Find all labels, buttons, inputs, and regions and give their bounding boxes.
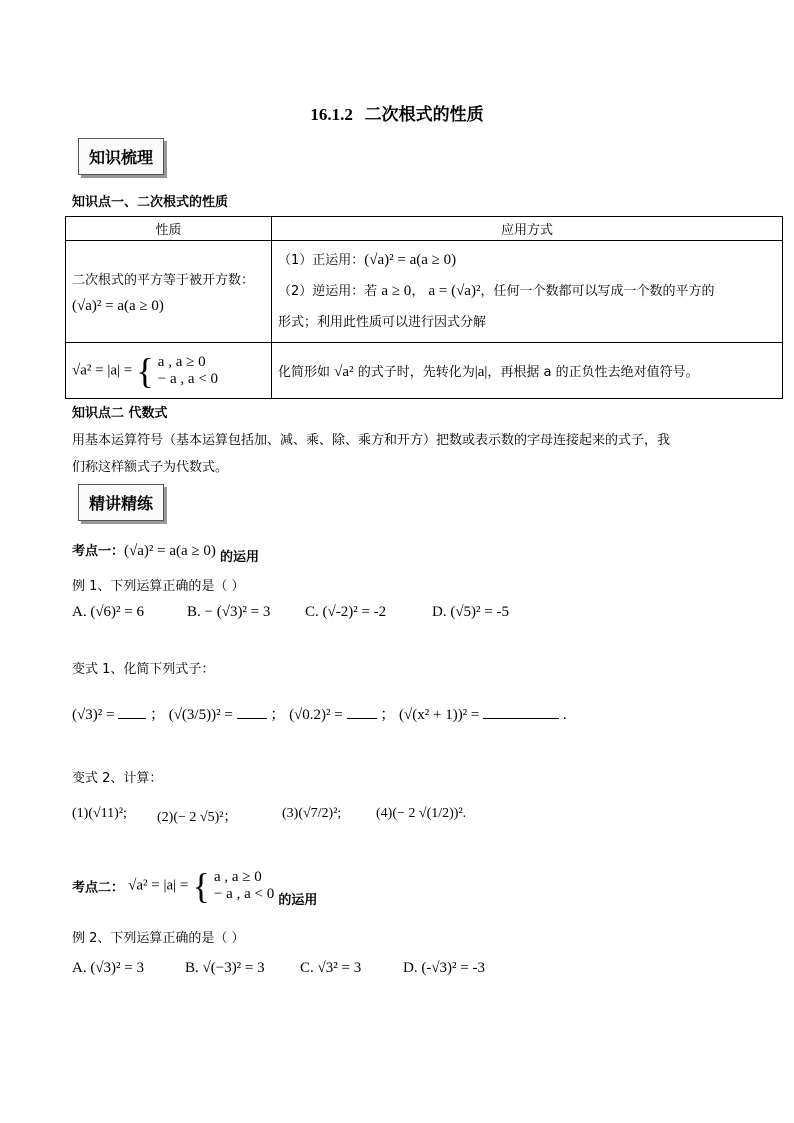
var1-blank1[interactable]	[118, 717, 146, 719]
header-usage: 应用方式	[272, 217, 783, 241]
kd2-case1: a , a ≥ 0	[213, 869, 262, 885]
table-row	[66, 241, 783, 343]
brace-icon: {	[192, 866, 210, 906]
var1-stem: 变式 1、化简下列式子：	[72, 662, 215, 677]
row1-property-cell	[66, 241, 272, 343]
row1-property-formula: (√a)² = a(a ≥ 0)	[72, 297, 164, 314]
forward-use-formula: (√a)² = a(a ≥ 0)	[364, 252, 457, 268]
row1-usage-cell	[272, 241, 783, 343]
title-number: 16.1.2	[310, 105, 353, 124]
table-header-row	[66, 217, 783, 241]
row2-usage-prefix: 化简形如	[278, 364, 331, 380]
row2-usage-cell	[272, 343, 783, 399]
var1-blank4[interactable]	[483, 717, 559, 719]
forward-use-label: （1）正运用：	[278, 253, 365, 268]
var1-item3: (√0.2)² =	[289, 707, 343, 723]
ex2-stem: 例 2、下列运算正确的是（ ）	[72, 931, 245, 946]
var1-item2: (√(3/5))² =	[168, 707, 233, 723]
var1-item4: (√(x² + 1))² =	[399, 707, 480, 723]
row1-usage-line3: 形式；利用此性质可以进行因式分解	[278, 315, 487, 330]
var1-blank2[interactable]	[237, 717, 267, 719]
ex1-option-d: D. (√5)² = -5	[432, 604, 510, 620]
var1-end: .	[562, 707, 567, 723]
row2-case2: − a , a < 0	[157, 370, 219, 387]
row2-usage-abs: |a|	[474, 363, 488, 380]
ex2-option-b: B. √(−3)² = 3	[185, 960, 265, 976]
var1-item1: (√3)² =	[72, 707, 115, 723]
reverse-use-condition: a ≥ 0	[381, 283, 412, 299]
var1-sep1: ；	[149, 707, 165, 723]
properties-table	[65, 216, 783, 399]
kd2-prefix: 考点二：	[72, 880, 125, 896]
ex2-option-c: C. √3² = 3	[300, 960, 362, 976]
section-knowledge-label: 知识梳理	[89, 148, 154, 167]
row2-usage-mid: 的式子时，先转化为	[357, 364, 475, 380]
row2-cases	[158, 354, 218, 388]
var2-item4: (4)(− 2 √(1/2))².	[376, 806, 467, 821]
ex1-option-a: A. (√6)² = 6	[72, 604, 145, 620]
var2-item3: (3)(√7/2)²;	[282, 806, 342, 821]
reverse-use-label: （2）逆运用：若	[278, 284, 378, 299]
ex1-option-c: C. (√-2)² = -2	[305, 604, 387, 620]
row2-usage-sqrt: √a²	[334, 363, 354, 380]
ex2-option-a: A. (√3)² = 3	[72, 960, 145, 976]
var1-items	[72, 703, 567, 724]
var2-stem: 变式 2、计算：	[72, 771, 163, 786]
ex2-option-d: D. (-√3)² = -3	[403, 960, 486, 976]
kp1-heading: 知识点一、二次根式的性质	[72, 195, 229, 210]
var2-item2: (2)(− 2 √5)²；	[157, 810, 238, 825]
brace-icon: {	[136, 350, 154, 391]
kd1-formula: (√a)² = a(a ≥ 0)	[124, 543, 216, 559]
kp2-heading: 知识点二 代数式	[72, 406, 168, 421]
ex1-stem: 例 1、下列运算正确的是（ ）	[72, 579, 245, 594]
kd1-line	[72, 540, 260, 565]
var1-sep2: ；	[270, 707, 286, 723]
section-practice-box	[78, 484, 164, 521]
title-text: 二次根式的性质	[364, 105, 484, 125]
row2-usage-suffix: ，再根据 a 的正负性去绝对值符号。	[487, 364, 699, 380]
kd2-case2: − a , a < 0	[213, 886, 275, 902]
reverse-use-formula: a = (√a)²	[428, 283, 481, 299]
section-knowledge-box	[78, 138, 164, 175]
row1-usage-line1	[278, 245, 776, 276]
row2-property-cell	[66, 343, 272, 399]
kp2-line1: 用基本运算符号（基本运算包括加、减、乘、除、乘方和开方）把数或表示数的字母连接起来的式子，我	[72, 433, 671, 448]
table-row	[66, 343, 783, 399]
kd2-cases	[214, 869, 274, 903]
kd2-line	[72, 866, 318, 908]
kd1-suffix: 的运用	[220, 550, 260, 565]
var1-blank3[interactable]	[347, 717, 377, 719]
kd2-suffix: 的运用	[278, 892, 318, 908]
reverse-use-text: ，任何一个数都可以写成一个数的平方的	[480, 284, 715, 299]
header-property: 性质	[66, 217, 272, 241]
kd1-prefix: 考点一：	[72, 544, 125, 559]
kp2-line2: 们称这样额式子为代数式。	[72, 460, 229, 475]
row1-property-text: 二次根式的平方等于被开方数：	[72, 272, 255, 288]
page-title	[0, 100, 794, 125]
kd2-formula: √a² = |a| =	[128, 877, 189, 894]
var2-item1: (1)(√11)²;	[72, 806, 127, 821]
ex1-option-b: B. − (√3)² = 3	[187, 604, 271, 620]
var1-sep3: ；	[380, 707, 396, 723]
row2-formula: √a² = |a| =	[72, 362, 133, 378]
row2-case1: a , a ≥ 0	[157, 353, 206, 370]
section-practice-label: 精讲精练	[89, 494, 154, 513]
row1-usage-line2: （2）逆运用：若 a ≥ 0， a = (√a)²，任何一个数都可以写成一个数的平方的	[278, 283, 715, 299]
